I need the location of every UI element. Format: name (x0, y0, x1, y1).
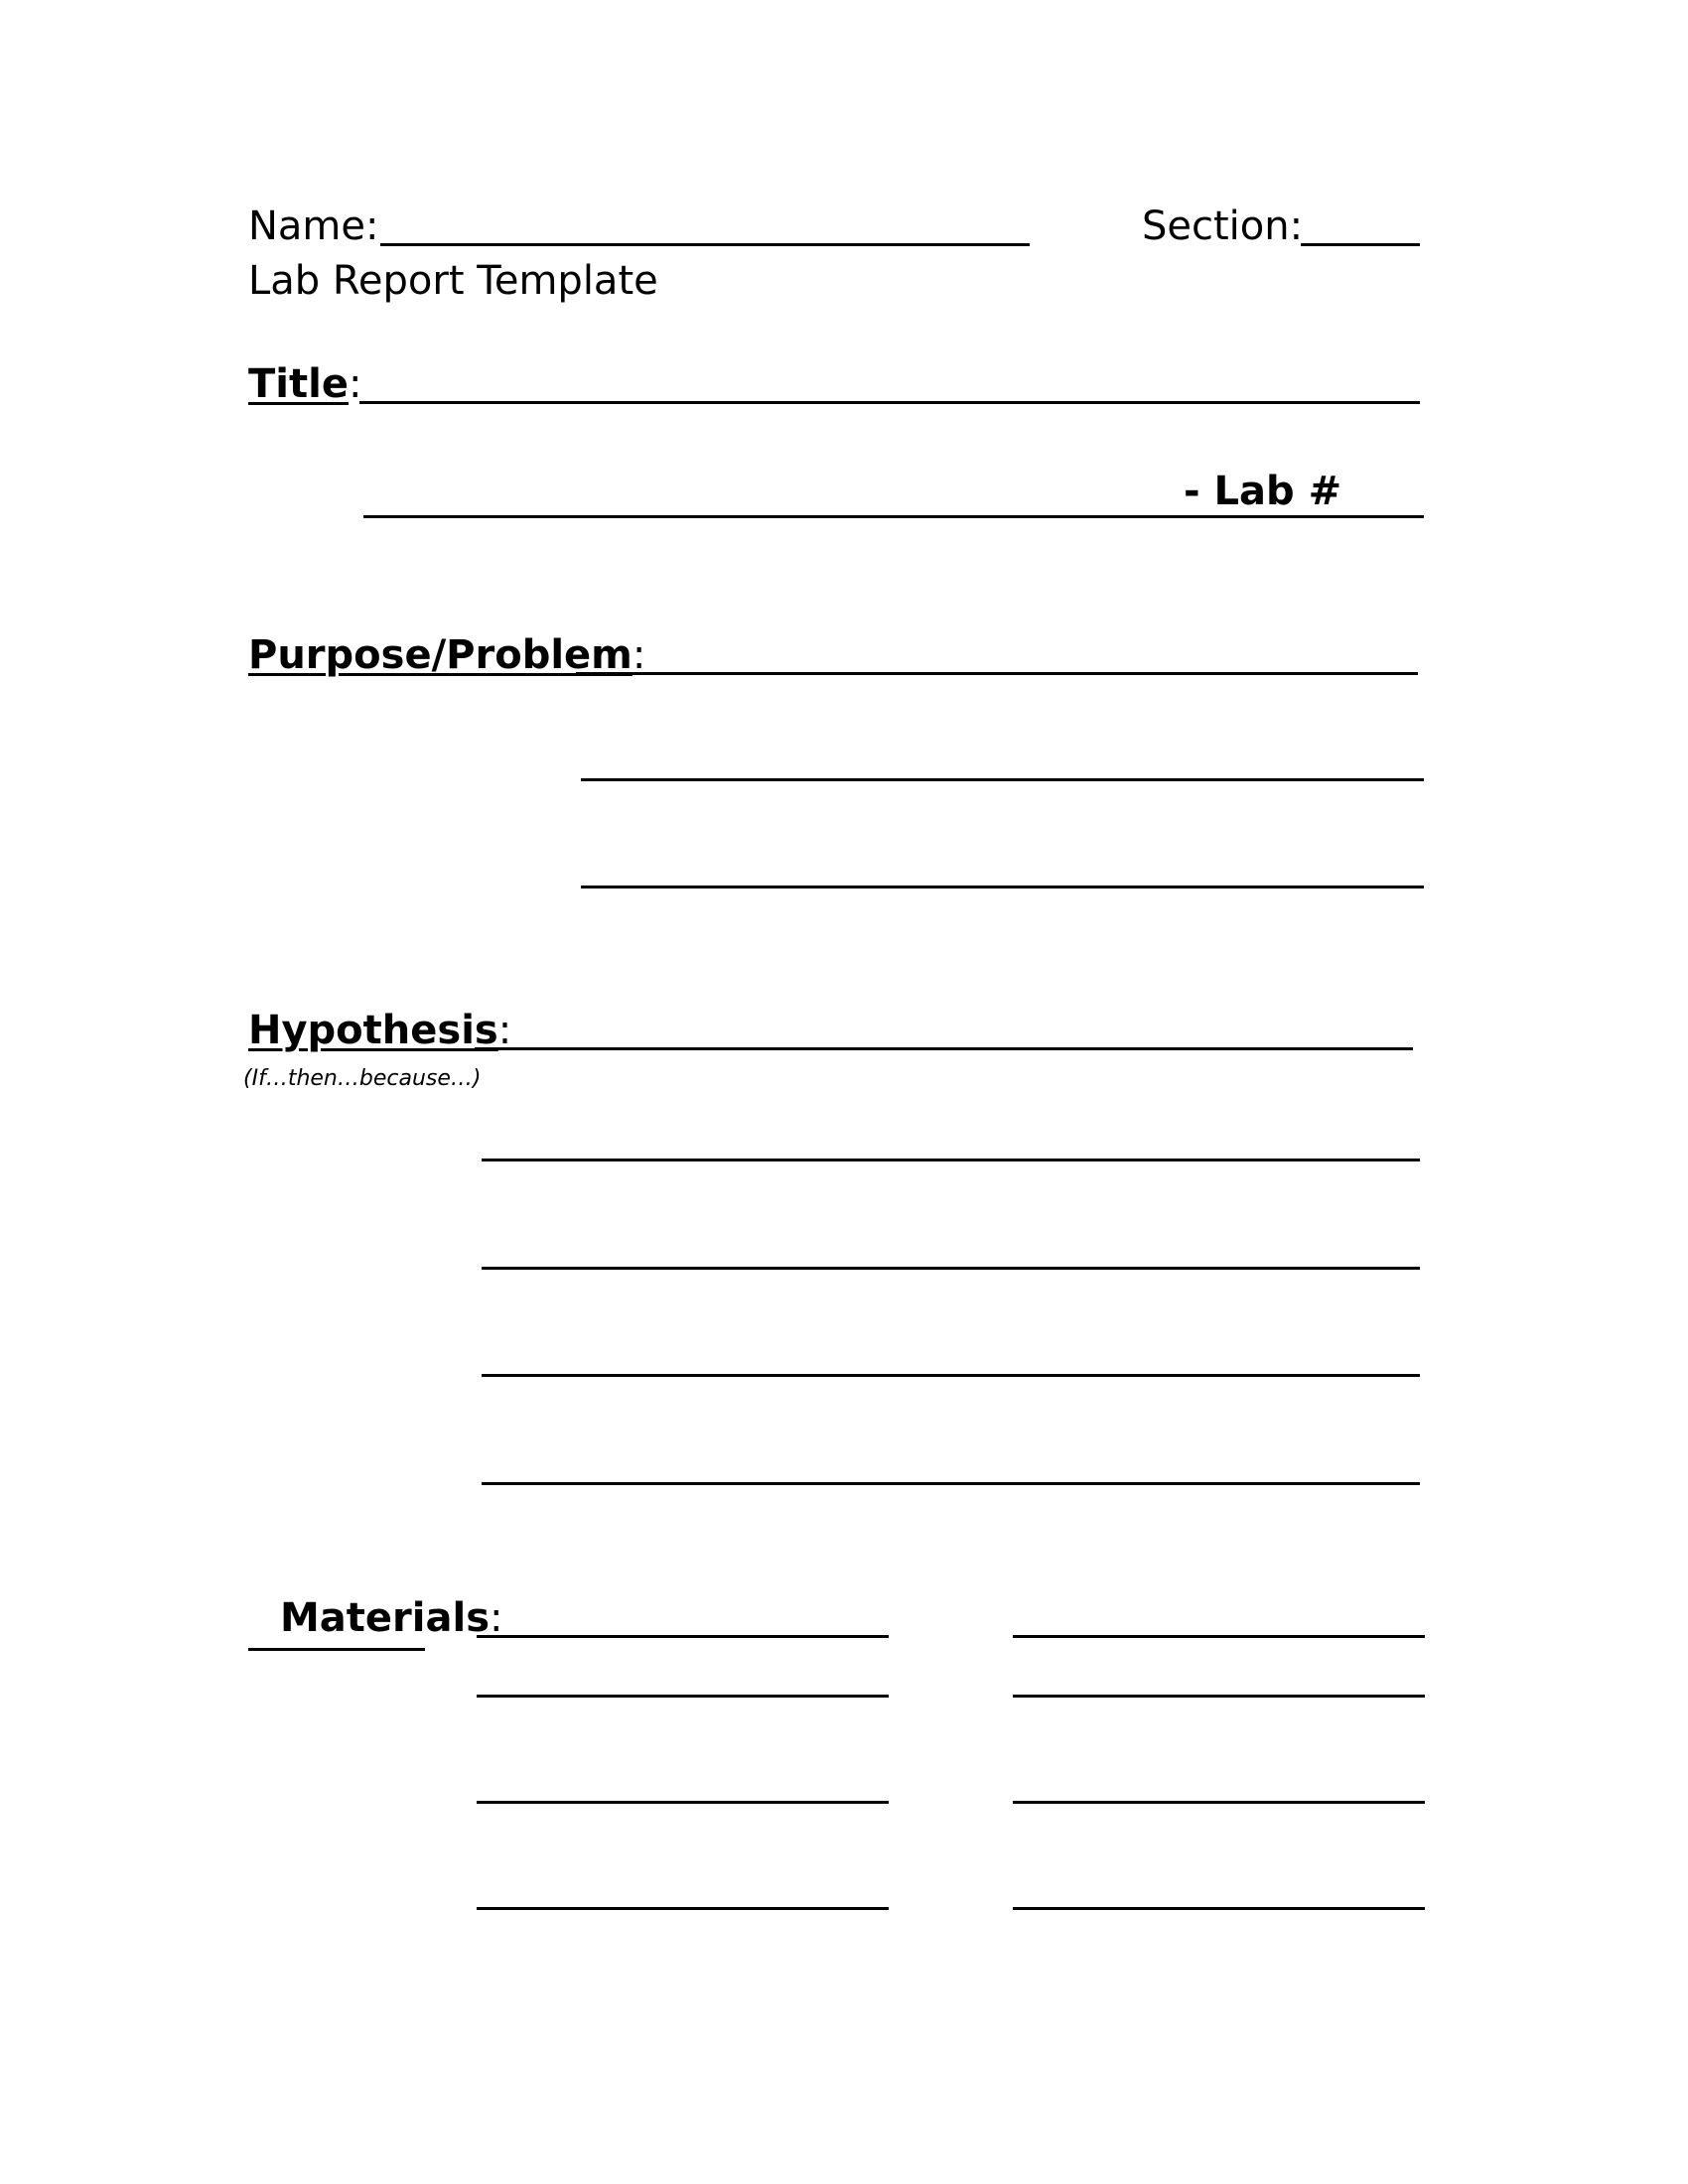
hypothesis-field-1[interactable] (475, 1047, 1413, 1050)
materials-field-left-1[interactable] (477, 1635, 889, 1638)
materials-label: Materials: (280, 1595, 503, 1641)
hypothesis-field-4[interactable] (482, 1374, 1420, 1377)
materials-field-right-3[interactable] (1013, 1801, 1425, 1804)
materials-field-left-4[interactable] (477, 1907, 889, 1910)
purpose-label: Purpose/Problem: (248, 632, 646, 678)
lab-number-label: - Lab # (1184, 469, 1342, 514)
title-field[interactable] (359, 401, 1420, 404)
name-field[interactable] (380, 243, 1030, 246)
title-field-line-2[interactable] (363, 515, 1424, 518)
materials-field-right-4[interactable] (1013, 1907, 1425, 1910)
materials-field-left-2[interactable] (477, 1695, 889, 1698)
title-label: Title: (248, 361, 362, 407)
hypothesis-label: Hypothesis: (248, 1008, 512, 1053)
section-label: Section: (1142, 204, 1304, 249)
materials-field-left-3[interactable] (477, 1801, 889, 1804)
materials-field-right-1[interactable] (1013, 1635, 1425, 1638)
purpose-field-2[interactable] (581, 778, 1424, 781)
materials-field-right-2[interactable] (1013, 1695, 1425, 1698)
page-title: Lab Report Template (248, 258, 658, 304)
hypothesis-field-5[interactable] (482, 1482, 1420, 1485)
section-field[interactable] (1301, 243, 1420, 246)
name-label: Name: (248, 204, 379, 249)
purpose-field-3[interactable] (581, 886, 1424, 888)
materials-label-underline (248, 1648, 425, 1651)
hypothesis-hint: (If…then…because…) (243, 1066, 482, 1091)
purpose-field-1[interactable] (576, 672, 1418, 675)
hypothesis-field-3[interactable] (482, 1267, 1420, 1270)
hypothesis-field-2[interactable] (482, 1159, 1420, 1161)
